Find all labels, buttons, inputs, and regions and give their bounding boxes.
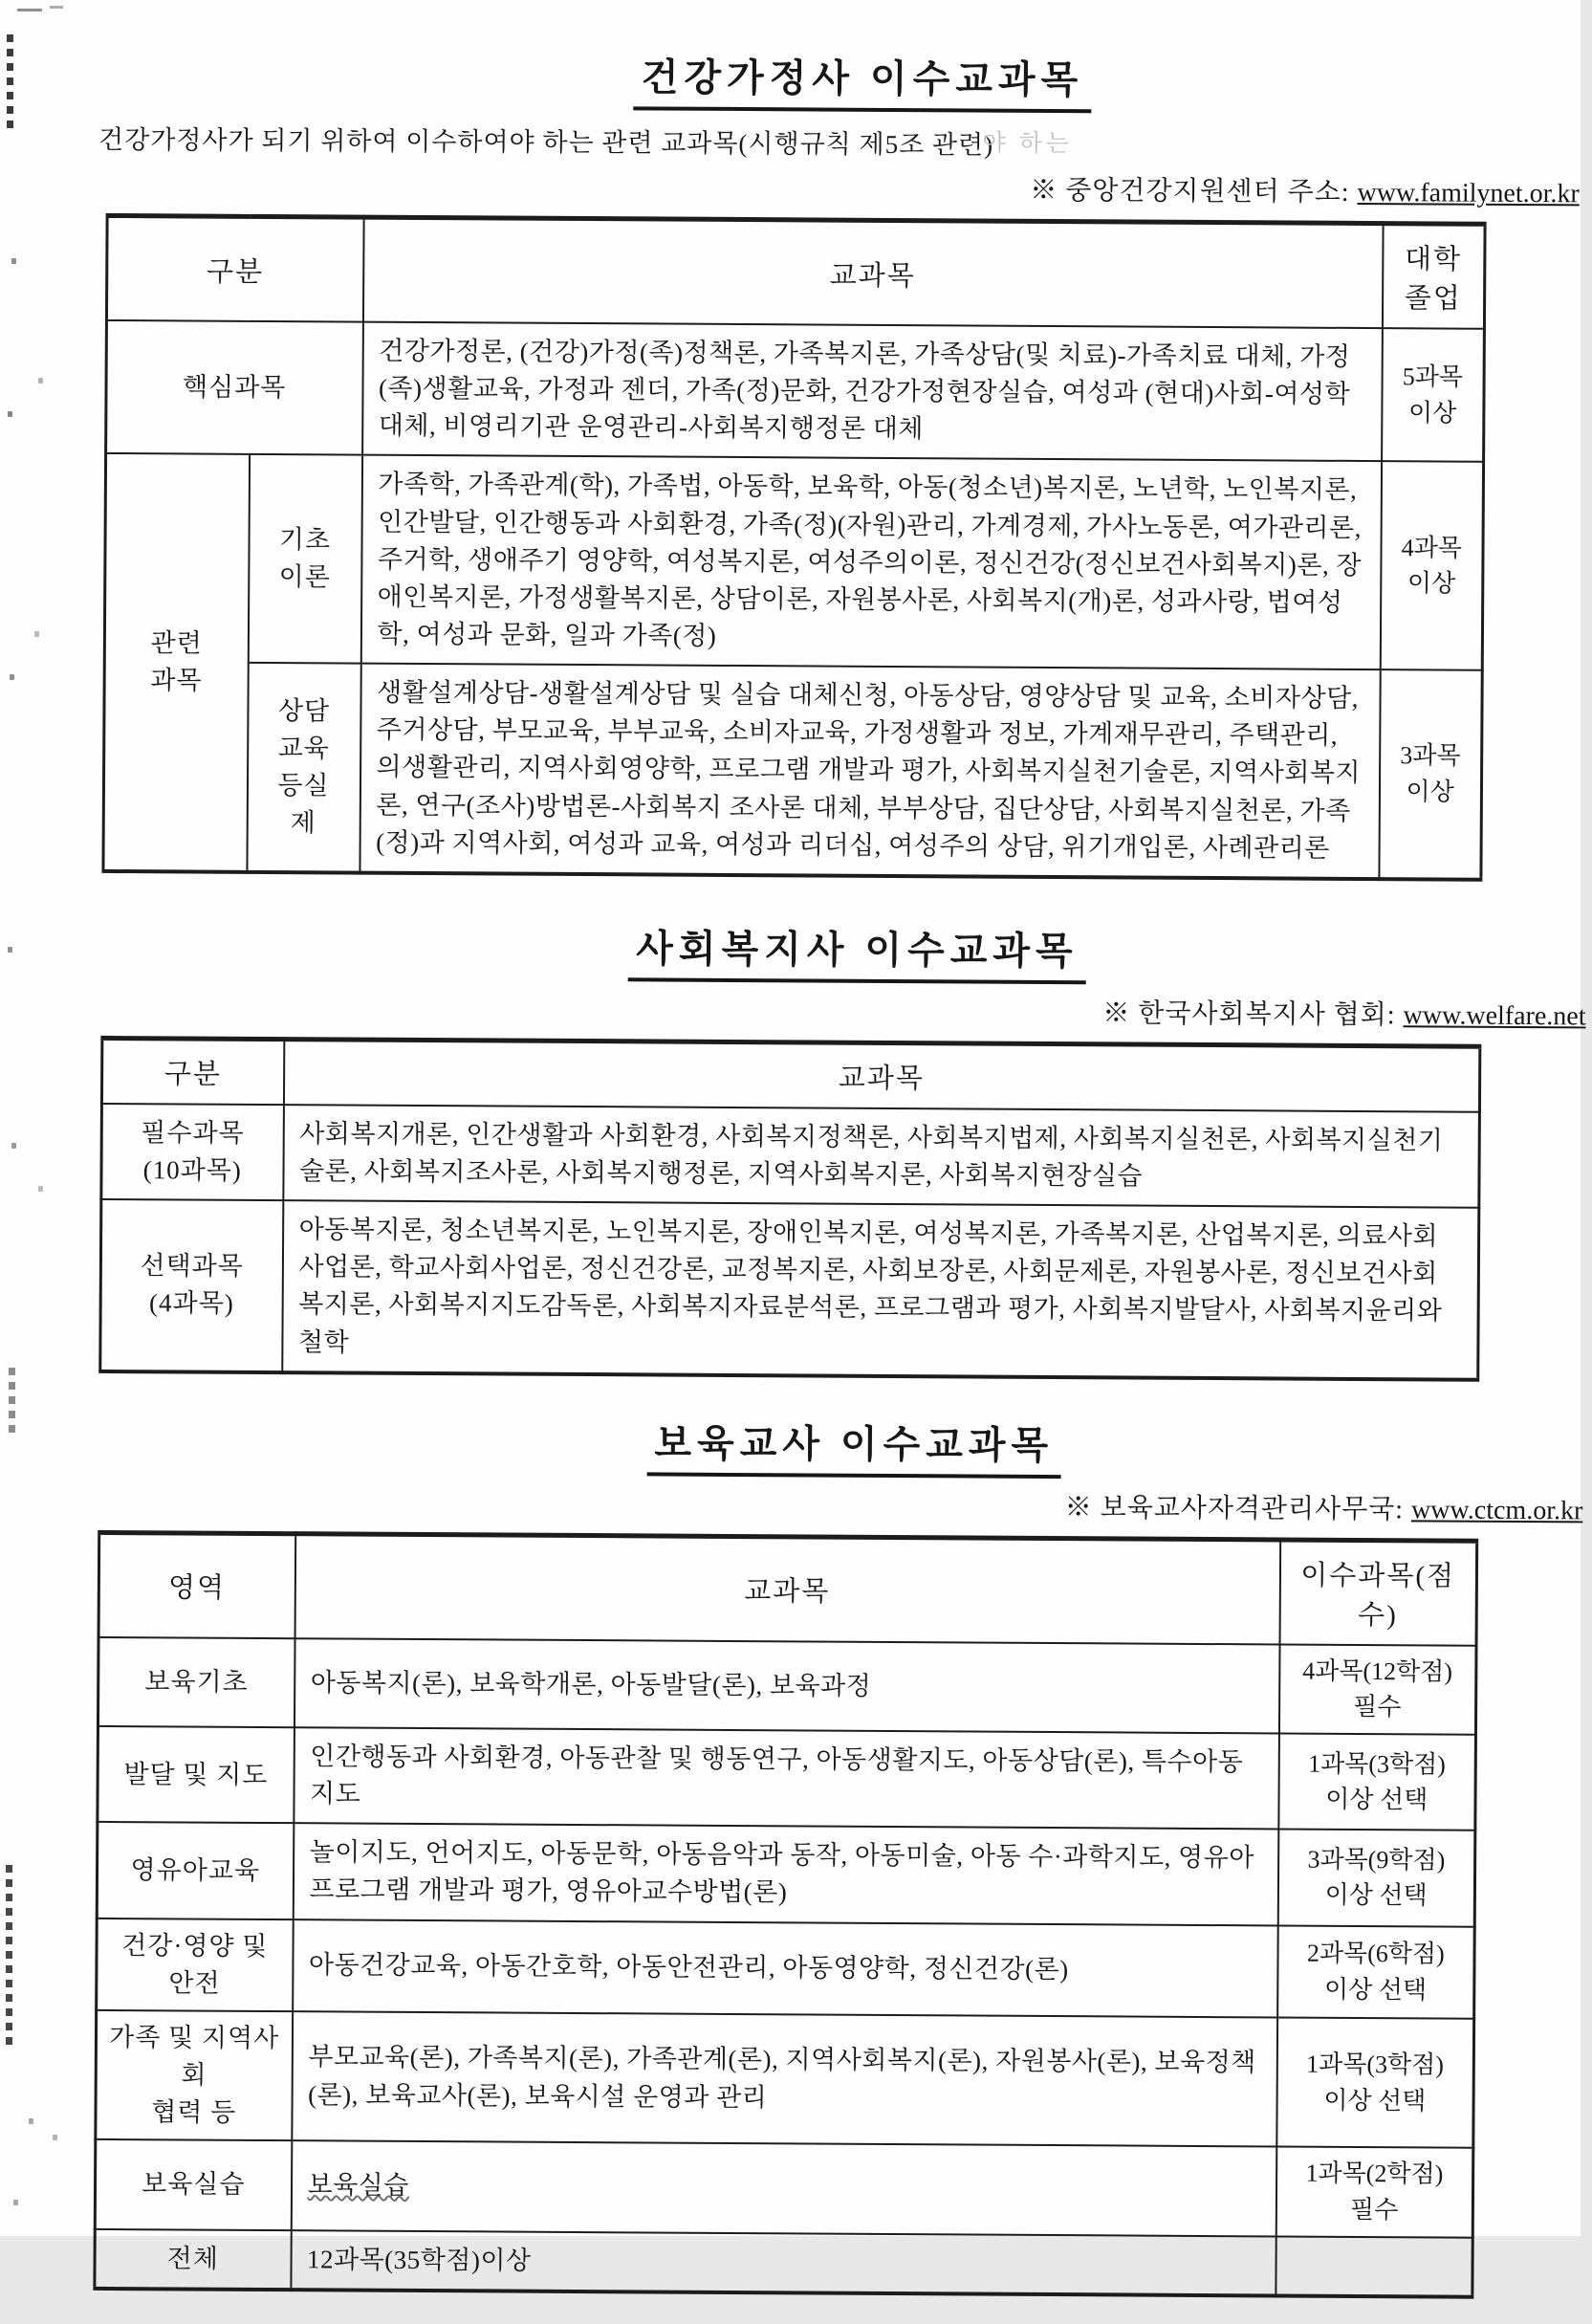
row-area: 영유아교육 <box>97 1822 294 1919</box>
row-requirement: 4과목 이상 <box>1380 462 1483 670</box>
table-row <box>95 2139 1473 2237</box>
section1-subtitle-row <box>98 119 1484 164</box>
row-subjects: 인간행동과 사회환경, 아동관찰 및 행동연구, 아동생활지도, 아동상담(론), 특수아동지도 <box>294 1727 1279 1830</box>
row-area: 전체 <box>95 2229 291 2290</box>
row-requirement: 3과목(9학점) 이상 선택 <box>1277 1830 1475 1927</box>
row-subjects: 가족학, 가족관계(학), 가족법, 아동학, 보육학, 아동(청소년)복지론, 노년학, 노인복지론, 인간발달, 인간행동과 사회환경, 가족(정)(자원)관리, 가계경제, 가사노동론, 여가관리론, 주거학, 생애주기 영양학, 여성복지론, 여성주의이론, 정신건강(정신보건사회복지)론, 장애인복지론, 가정생활복지론, 상담이론, 자원봉사론, 사회복지(개)론, 성과사랑, 법여성학, 여성과 문화, 일과 가족(정) <box>360 455 1381 669</box>
table-header-row <box>101 1038 1479 1111</box>
col-header-requirement: 대학 졸업 <box>1382 224 1485 329</box>
row-subjects-text: 보육실습 <box>307 2170 409 2201</box>
table-header-row <box>106 215 1485 328</box>
table-row <box>100 1199 1479 1379</box>
row-subjects: 놀이지도, 언어지도, 아동문학, 아동음악과 동작, 아동미술, 아동 수·과학지도, 영유아프로그램 개발과 평가, 영유아교수방법(론) <box>293 1824 1278 1926</box>
col-header-subjects: 교과목 <box>362 217 1383 328</box>
section2-heading <box>101 915 1479 987</box>
row-requirement: 2과목(6학점) 이상 선택 <box>1277 1925 1475 2019</box>
section1-note <box>106 164 1580 210</box>
row-requirement <box>1276 2236 1472 2296</box>
row-category: 필수과목 (10과목) <box>101 1104 284 1200</box>
table-row <box>95 2229 1472 2297</box>
row-requirement: 4과목(12학점) 필수 <box>1278 1644 1476 1735</box>
section3-heading <box>98 1410 1476 1481</box>
row-category: 선택과목 (4과목) <box>100 1199 283 1372</box>
section2-title: 사회복지사 이수교과목 <box>628 918 1086 984</box>
row-subjects: 12과목(35학점)이상 <box>291 2230 1276 2295</box>
section2-note <box>100 986 1585 1033</box>
section1-heading <box>106 44 1484 116</box>
col-header-subjects: 교과목 <box>283 1039 1479 1111</box>
row-subjects <box>291 2140 1276 2236</box>
childcare-teacher-courses-table <box>93 1530 1478 2299</box>
col-header-category: 구분 <box>106 215 363 321</box>
row-category: 핵심과목 <box>106 320 363 455</box>
table-row <box>98 1637 1476 1735</box>
section3-note <box>98 1480 1582 1527</box>
table-row <box>103 662 1482 880</box>
col-header-requirement: 이수과목(점수) <box>1279 1540 1477 1646</box>
row-subjects: 건강가정론, (건강)가정(족)정책론, 가족복지론, 가족상담(및 치료)-가족치료 대체, 가정(족)생활교육, 가정과 젠더, 가족(정)문화, 건강가정현장실습, 여성과 (현대)사회-여성학 대체, 비영리기관 운영관리-사회복지행정론 대체 <box>362 322 1383 462</box>
row-area: 보육기초 <box>98 1637 294 1728</box>
table-row <box>98 1726 1476 1831</box>
healthy-family-courses-table <box>101 213 1486 882</box>
section2-note-label: ※ 한국사회복지사 협회: <box>1102 998 1396 1031</box>
row-requirement: 1과목(3학점) 이상 선택 <box>1278 1734 1476 1831</box>
social-worker-courses-table <box>98 1036 1481 1382</box>
row-area: 건강·영양 및 안전 <box>97 1918 294 2012</box>
section3-title: 보육교사 이수교과목 <box>646 1413 1061 1479</box>
row-subjects: 아동복지론, 청소년복지론, 노인복지론, 장애인복지론, 여성복지론, 가족복지론, 산업복지론, 의료사회사업론, 학교사회사업론, 정신건강론, 교정복지론, 사회보장론, 사회문제론, 자원봉사론, 정신보건사회복지론, 사회복지지도감독론, 사회복지자료분석론, 프로그램과 평가, 사회복지발달사, 사회복지윤리와 철학 <box>282 1200 1479 1379</box>
table-header-row <box>98 1532 1477 1645</box>
section1-note-label: ※ 중앙건강지원센터 주소: <box>1030 175 1350 208</box>
row-requirement: 5과목 이상 <box>1382 328 1485 462</box>
row-category: 관련 과목 <box>103 453 250 871</box>
table-row <box>104 453 1483 670</box>
section1-subtitle: 건강가정사가 되기 위하여 이수하여야 하는 관련 교과목(시행규칙 제5조 관련) <box>98 124 994 160</box>
section3-note-url: www.ctcm.or.kr <box>1410 1494 1583 1526</box>
row-subjects: 아동복지(론), 보육학개론, 아동발달(론), 보육과정 <box>294 1638 1279 1734</box>
row-subcategory: 상담 교육 등실 제 <box>247 663 360 872</box>
section2-note-url: www.welfare.net <box>1403 1000 1586 1032</box>
table-row <box>106 320 1485 462</box>
row-area: 보육실습 <box>95 2139 292 2230</box>
row-subcategory: 기초 이론 <box>248 454 361 663</box>
row-area: 가족 및 지역사회 협력 등 <box>96 2010 293 2141</box>
table-row <box>101 1104 1480 1208</box>
row-area: 발달 및 지도 <box>98 1726 294 1824</box>
table-row <box>96 2010 1474 2148</box>
table-row <box>97 1822 1475 1926</box>
col-header-area: 영역 <box>98 1532 295 1638</box>
section3-note-label: ※ 보육교사자격관리사무국: <box>1064 1492 1405 1524</box>
table-row <box>97 1918 1475 2019</box>
bleedthrough-ghost-text: 야 하는 <box>982 130 1074 158</box>
col-header-category: 구분 <box>101 1038 283 1105</box>
section1-title: 건강가정사 이수교과목 <box>634 47 1092 113</box>
row-requirement: 1과목(2학점) 필수 <box>1276 2147 1473 2238</box>
col-header-subjects: 교과목 <box>294 1533 1280 1644</box>
row-subjects: 생활설계상담-생활설계상담 및 실습 대체신청, 아동상담, 영양상담 및 교육, 소비자상담, 주거상담, 부모교육, 부부교육, 소비자교육, 가정생활과 정보, 가계재무관리, 주택관리, 의생활관리, 지역사회영양학, 프로그램 개발과 평가, 사회복지실천기술론, 지역사회복지론, 연구(조사)방법론-사회복지 조사론 대체, 부부상담, 집단상담, 사회복지실천론, 가족(정)과 지역사회, 여성과 교육, 여성과 리더십, 여성주의 상담, 위기개입론, 사례관리론 <box>360 664 1380 879</box>
section1-note-url: www.familynet.or.kr <box>1357 177 1580 209</box>
row-subjects: 부모교육(론), 가족복지(론), 가족관계(론), 지역사회복지(론), 자원봉사(론), 보육정책(론), 보육교사(론), 보육시설 운영과 관리 <box>292 2011 1277 2147</box>
row-subjects: 아동건강교육, 아동간호학, 아동안전관리, 아동영양학, 정신건강(론) <box>293 1919 1278 2018</box>
row-requirement: 3과목 이상 <box>1379 669 1482 879</box>
row-requirement: 1과목(3학점) 이상 선택 <box>1276 2017 1474 2148</box>
row-subjects: 사회복지개론, 인간생활과 사회환경, 사회복지정책론, 사회복지법제, 사회복지실천론, 사회복지실천기술론, 사회복지조사론, 사회복지행정론, 지역사회복지론, 사회복지현장실습 <box>283 1105 1480 1208</box>
